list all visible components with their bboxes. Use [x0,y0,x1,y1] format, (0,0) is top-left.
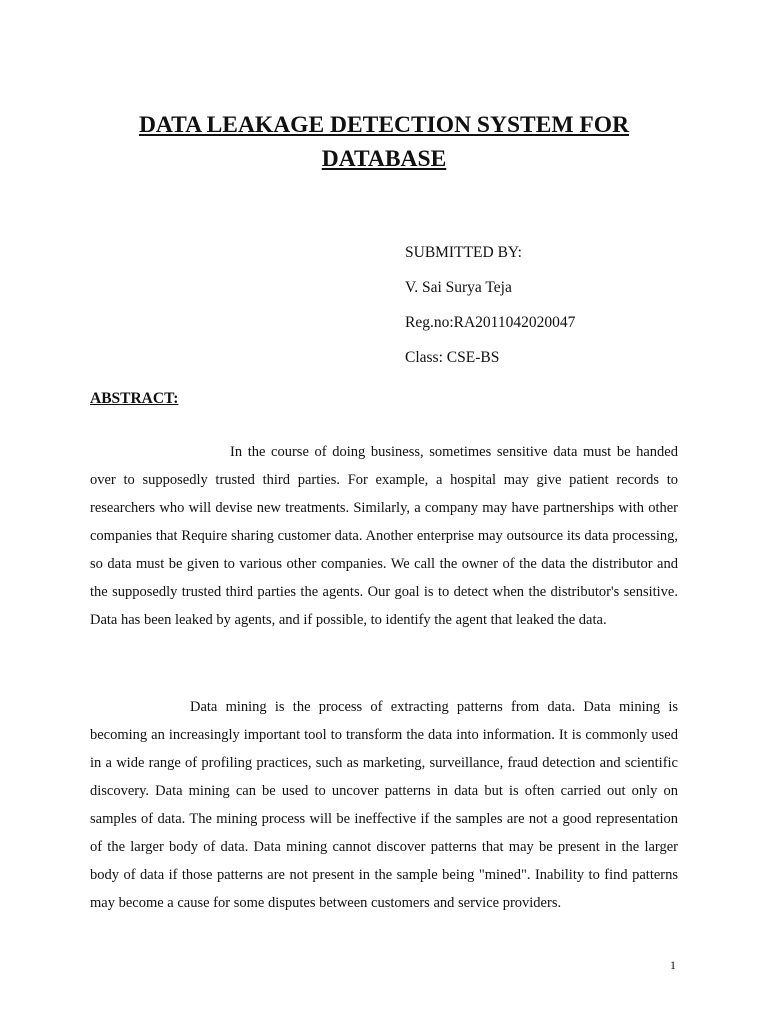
abstract-paragraph-1: In the course of doing business, sometimes sensitive data must be handed over to supposedly trusted third parties. For example, a hospital may give patient records to researchers who will devise new treatments. Similarly, a company may have partnerships with other companies that Require sharing customer data. Another enterprise may outsource its data processing, so data must be given to various other companies. We call the owner of the data the distributor and the supposedly trusted third parties the agents. Our goal is to detect when the distributor's sensitive. Data has been leaked by agents, and if possible, to identify the agent that leaked the data. [90,443,678,628]
title-line-1: DATA LEAKAGE DETECTION SYSTEM FOR [138,112,630,138]
registration-number: Reg.no:RA2011042020047 [405,314,576,331]
class-info: Class: CSE-BS [405,349,500,366]
submitted-by-label: SUBMITTED BY: [405,244,522,261]
title-line-2: DATABASE [321,146,447,172]
document-title [90,108,678,176]
abstract-heading: ABSTRACT: [90,390,179,407]
submission-block [405,243,575,383]
author-name: V. Sai Surya Teja [405,279,512,296]
page-number: 1 [670,958,676,972]
abstract-paragraph-2: Data mining is the process of extracting patterns from data. Data mining is becoming an increasingly important tool to transform the data into information. It is commonly used in a wide range of profiling practices, such as marketing, surveillance, fraud detection and scientific discovery. Data mining can be used to uncover patterns in data but is often carried out only on samples of data. The mining process will be ineffective if the samples are not a good representation of the larger body of data. Data mining cannot discover patterns that may be present in the larger body of data if those patterns are not present in the sample being "mined". Inability to find patterns may become a cause for some disputes between customers and service providers. [90,698,678,911]
